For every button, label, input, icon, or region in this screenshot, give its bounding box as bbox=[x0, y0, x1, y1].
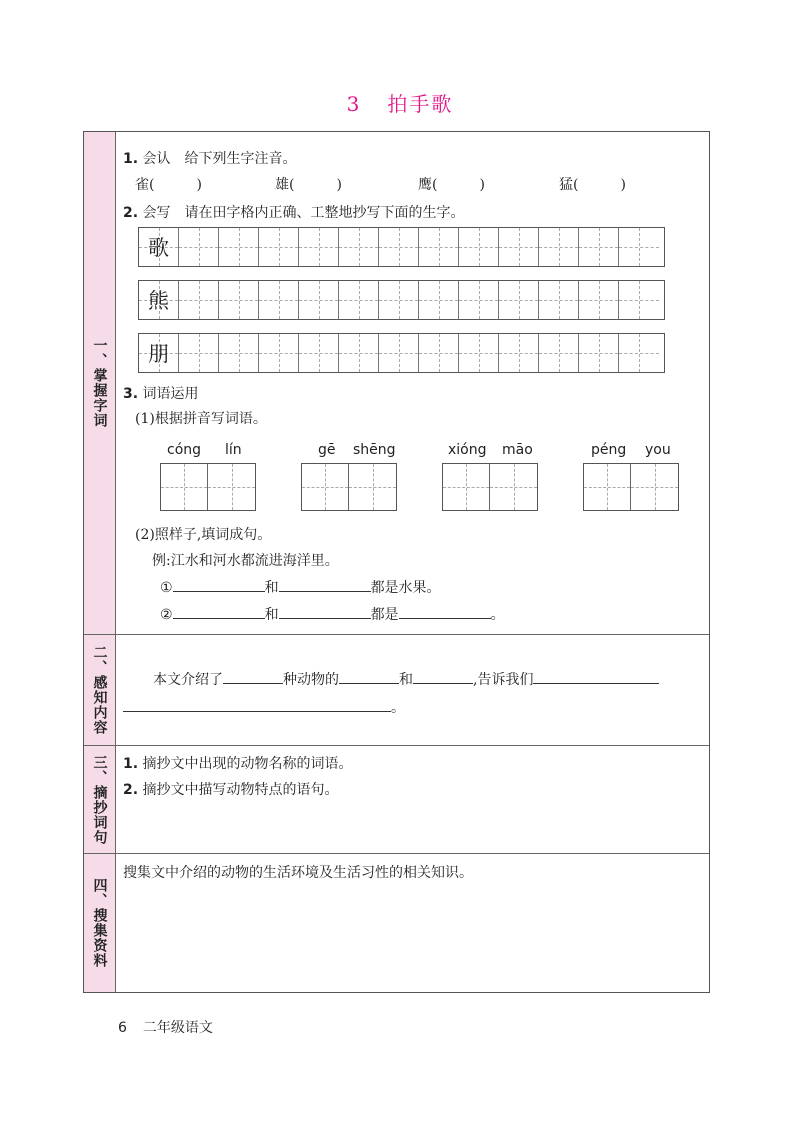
tianzige-row bbox=[138, 227, 665, 267]
period: 。 bbox=[490, 607, 505, 623]
tianzige-cell bbox=[139, 281, 179, 319]
tianzige-cell[interactable] bbox=[619, 334, 659, 372]
question-text: 会认 给下列生字注音。 bbox=[142, 151, 297, 167]
lesson-number: 3 bbox=[346, 92, 362, 116]
question-number: 2. bbox=[123, 782, 139, 798]
question-number: 1. bbox=[123, 151, 139, 167]
tianzige-cell[interactable] bbox=[179, 281, 219, 319]
blank[interactable] bbox=[123, 697, 391, 712]
question-number: 3. bbox=[123, 386, 139, 402]
tianzige-cell[interactable] bbox=[219, 228, 259, 266]
pinyin: gē bbox=[318, 442, 336, 458]
sentence-end: 都是水果。 bbox=[370, 580, 441, 596]
connector-text: 和 bbox=[264, 607, 279, 623]
pinyin-char: 雄( ) bbox=[275, 177, 342, 193]
subquestion-2: (2)照样子,填词成句。 bbox=[135, 527, 272, 543]
tianzige-cell[interactable] bbox=[219, 281, 259, 319]
summary-line-2 bbox=[123, 697, 405, 717]
lesson-name: 拍手歌 bbox=[387, 92, 454, 116]
pinyin-char: 雀( ) bbox=[135, 177, 202, 193]
summary-line-1 bbox=[153, 669, 659, 689]
section-label-cell bbox=[84, 635, 116, 745]
tianzige-cell[interactable] bbox=[219, 334, 259, 372]
section-label: 二、感知内容 bbox=[91, 645, 108, 735]
item-marker: ① bbox=[160, 580, 173, 596]
answer-box[interactable] bbox=[583, 463, 679, 511]
pinyin: you bbox=[645, 442, 671, 458]
answer-box[interactable] bbox=[301, 463, 397, 511]
blank[interactable] bbox=[533, 669, 659, 684]
tianzige-cell[interactable] bbox=[419, 334, 459, 372]
question-2 bbox=[123, 202, 465, 222]
tianzige-cell bbox=[139, 334, 179, 372]
model-character: 歌 bbox=[148, 236, 169, 260]
page-number: 6 bbox=[118, 1020, 127, 1036]
answer-box[interactable] bbox=[442, 463, 538, 511]
tianzige-cell[interactable] bbox=[459, 281, 499, 319]
blank[interactable] bbox=[279, 604, 371, 619]
pinyin: shēng bbox=[353, 442, 396, 458]
blank[interactable] bbox=[173, 577, 265, 592]
tianzige-cell[interactable] bbox=[179, 334, 219, 372]
section-perceive-content bbox=[84, 635, 709, 746]
blank[interactable] bbox=[223, 669, 283, 684]
section-label-cell bbox=[84, 132, 116, 634]
blank[interactable] bbox=[413, 669, 473, 684]
lesson-title bbox=[0, 88, 800, 117]
tianzige-cell[interactable] bbox=[179, 228, 219, 266]
section-content bbox=[115, 132, 709, 634]
pinyin: péng bbox=[591, 442, 627, 458]
tianzige-cell[interactable] bbox=[379, 334, 419, 372]
excerpt-question-1 bbox=[123, 753, 353, 773]
blank[interactable] bbox=[399, 604, 491, 619]
tianzige-cell[interactable] bbox=[579, 334, 619, 372]
pinyin: lín bbox=[225, 442, 242, 458]
blank[interactable] bbox=[339, 669, 399, 684]
example-sentence: 例:江水和河水都流进海洋里。 bbox=[152, 553, 339, 569]
section-label: 三、摘抄词句 bbox=[91, 754, 108, 845]
question-3 bbox=[123, 383, 199, 403]
worksheet-table bbox=[83, 131, 710, 993]
section-label: 一、掌握字词 bbox=[91, 338, 108, 428]
tianzige-cell[interactable] bbox=[339, 281, 379, 319]
summary-text: 种动物的 bbox=[283, 672, 339, 688]
tianzige-cell[interactable] bbox=[579, 228, 619, 266]
pinyin-char: 猛( ) bbox=[559, 177, 626, 193]
fill-line-1 bbox=[160, 577, 441, 597]
tianzige-cell[interactable] bbox=[419, 228, 459, 266]
question-number: 1. bbox=[123, 756, 139, 772]
question-text: 摘抄文中出现的动物名称的词语。 bbox=[142, 756, 353, 772]
section-excerpt bbox=[84, 746, 709, 854]
tianzige-cell[interactable] bbox=[499, 281, 539, 319]
blank[interactable] bbox=[279, 577, 371, 592]
tianzige-cell[interactable] bbox=[339, 334, 379, 372]
tianzige-cell[interactable] bbox=[259, 334, 299, 372]
section-label-cell bbox=[84, 746, 116, 853]
section-master-words bbox=[84, 132, 709, 635]
tianzige-cell[interactable] bbox=[459, 228, 499, 266]
question-1 bbox=[123, 148, 297, 168]
tianzige-cell[interactable] bbox=[459, 334, 499, 372]
connector-text: 都是 bbox=[370, 607, 399, 623]
tianzige-cell[interactable] bbox=[419, 281, 459, 319]
model-character: 熊 bbox=[148, 289, 169, 313]
tianzige-cell[interactable] bbox=[579, 281, 619, 319]
tianzige-cell[interactable] bbox=[299, 334, 339, 372]
tianzige-cell[interactable] bbox=[299, 281, 339, 319]
section-content bbox=[115, 746, 709, 853]
collect-instruction: 搜集文中介绍的动物的生活环境及生活习性的相关知识。 bbox=[123, 865, 473, 881]
tianzige-cell[interactable] bbox=[619, 281, 659, 319]
pinyin: māo bbox=[502, 442, 533, 458]
tianzige-cell[interactable] bbox=[619, 228, 659, 266]
question-text: 会写 请在田字格内正确、工整地抄写下面的生字。 bbox=[142, 205, 465, 221]
question-text: 摘抄文中描写动物特点的语句。 bbox=[142, 782, 339, 798]
subquestion-1: (1)根据拼音写词语。 bbox=[135, 411, 267, 427]
summary-text: ,告诉我们 bbox=[473, 672, 534, 688]
summary-text: 和 bbox=[399, 672, 413, 688]
question-number: 2. bbox=[123, 205, 139, 221]
fill-line-2 bbox=[160, 604, 505, 624]
tianzige-cell[interactable] bbox=[499, 228, 539, 266]
tianzige-cell[interactable] bbox=[539, 281, 579, 319]
tianzige-cell[interactable] bbox=[539, 334, 579, 372]
section-content bbox=[115, 635, 709, 745]
section-label: 四、搜集资料 bbox=[91, 878, 108, 968]
tianzige-cell[interactable] bbox=[499, 334, 539, 372]
answer-box[interactable] bbox=[160, 463, 256, 511]
question-text: 词语运用 bbox=[142, 386, 199, 402]
item-marker: ② bbox=[160, 607, 173, 623]
tianzige-cell[interactable] bbox=[539, 228, 579, 266]
tianzige-cell[interactable] bbox=[299, 228, 339, 266]
pinyin: xióng bbox=[448, 442, 487, 458]
tianzige-cell bbox=[139, 228, 179, 266]
tianzige-cell[interactable] bbox=[379, 228, 419, 266]
excerpt-question-2 bbox=[123, 779, 339, 799]
tianzige-cell[interactable] bbox=[379, 281, 419, 319]
tianzige-row bbox=[138, 280, 665, 320]
blank[interactable] bbox=[173, 604, 265, 619]
tianzige-cell[interactable] bbox=[339, 228, 379, 266]
pinyin: cóng bbox=[167, 442, 202, 458]
page-footer bbox=[118, 1017, 213, 1037]
section-collect-materials bbox=[84, 854, 709, 992]
tianzige-cell[interactable] bbox=[259, 228, 299, 266]
period: 。 bbox=[391, 700, 405, 716]
tianzige-cell[interactable] bbox=[259, 281, 299, 319]
section-content bbox=[115, 854, 709, 992]
pinyin-char: 鹰( ) bbox=[418, 177, 485, 193]
model-character: 朋 bbox=[148, 342, 169, 366]
summary-text: 本文介绍了 bbox=[153, 672, 223, 688]
book-title: 二年级语文 bbox=[142, 1020, 213, 1036]
connector-text: 和 bbox=[264, 580, 279, 596]
tianzige-row bbox=[138, 333, 665, 373]
section-label-cell bbox=[84, 854, 116, 992]
